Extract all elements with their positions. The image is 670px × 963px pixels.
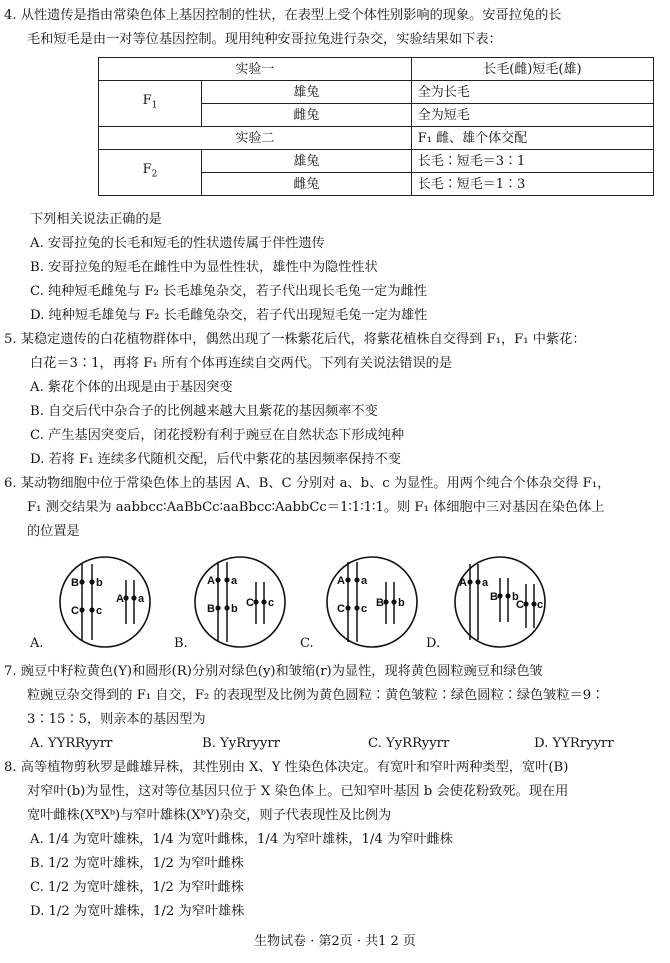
cell-diagram-b bbox=[195, 557, 285, 647]
q6-stem-line2: F₁ 测交结果为 aabbcc∶AaBbCc∶aaBbcc∶AabbCc＝1∶1∶1∶1。则 F₁ 体细胞中三对基因在染色体上 bbox=[27, 500, 605, 515]
q4-stem-line1: 4. 从性遗传是指由常染色体上基因控制的性状，在表型上受个体性别影响的现象。安哥拉兔的长 bbox=[4, 8, 562, 23]
q4-question: 下列相关说法正确的是 bbox=[30, 212, 162, 227]
q4-option-d: D. 纯种短毛雄兔与 F₂ 长毛雌兔杂交，若子代出现短毛兔一定为雄性 bbox=[30, 308, 428, 323]
q8-stem-line3: 宽叶雌株(XᴮXᵇ)与窄叶雄株(XᵇY)杂交，则子代表现性及比例为 bbox=[27, 808, 392, 823]
gene-label: b bbox=[231, 603, 238, 615]
f2-label: F bbox=[142, 162, 152, 178]
gene-label: C bbox=[71, 605, 79, 617]
gene-label: a bbox=[138, 593, 145, 605]
gene-label: c bbox=[361, 603, 368, 615]
gene-label: A bbox=[207, 575, 215, 587]
table-row bbox=[99, 127, 654, 150]
gene-label: a bbox=[482, 577, 489, 589]
table-cell: 实验二 bbox=[99, 127, 412, 150]
table-cell: 全为长毛 bbox=[411, 81, 653, 104]
table-cell: 长毛(雌)短毛(雄) bbox=[411, 58, 653, 81]
option-label-d: D. bbox=[426, 636, 441, 651]
q5-stem-line1: 5. 某稳定遗传的白花植物群体中，偶然出现了一株紫花后代，将紫花植株自交得到 F₁，F₁ 中紫花： bbox=[4, 332, 586, 347]
f1-subscript: 1 bbox=[151, 100, 158, 111]
cell-diagram-d bbox=[455, 557, 545, 647]
q4-option-c: C. 纯种短毛雌兔与 F₂ 长毛雄兔杂交，若子代出现长毛兔一定为雌性 bbox=[30, 284, 427, 299]
option-label-c: C. bbox=[300, 636, 314, 651]
option-label-a: A. bbox=[30, 636, 44, 651]
table-row bbox=[99, 58, 654, 81]
table-row bbox=[99, 81, 654, 104]
gene-label: B bbox=[376, 597, 384, 609]
q4-option-b: B. 安哥拉兔的短毛在雌性中为显性性状，雄性中为隐性性状 bbox=[30, 260, 378, 275]
q7-option-d: D. YYRryyrr bbox=[534, 736, 614, 751]
table-cell-f2 bbox=[99, 150, 202, 196]
cell-diagram-a bbox=[60, 557, 150, 647]
gene-label: B bbox=[71, 577, 79, 589]
gene-label: b bbox=[96, 577, 103, 589]
q7-stem-line1: 7. 豌豆中籽粒黄色(Y)和圆形(R)分别对绿色(y)和皱缩(r)为显性，现将黄色圆粒豌豆和绿色皱 bbox=[4, 664, 543, 679]
page-footer: 生物试卷 · 第2页 · 共1 2 页 bbox=[254, 934, 416, 949]
gene-label: b bbox=[512, 591, 519, 603]
q7-options bbox=[0, 734, 670, 754]
q5-stem-line2: 白花＝3∶1，再将 F₁ 所有个体再连续自交两代。下列有关说法错误的是 bbox=[30, 356, 453, 371]
table-cell: 实验一 bbox=[99, 58, 412, 81]
q8-option-b: B. 1/2 为宽叶雄株，1/2 为窄叶雌株 bbox=[30, 856, 244, 871]
gene-label: B bbox=[207, 603, 215, 615]
gene-label: C bbox=[516, 599, 524, 611]
q8-stem-line2: 对窄叶(b)为显性，这对等位基因只位于 X 染色体上。已知窄叶基因 b 会使花粉致死。现在用 bbox=[27, 784, 569, 799]
q8-option-d: D. 1/2 为宽叶雄株，1/2 为窄叶雄株 bbox=[30, 904, 245, 919]
gene-label: A bbox=[116, 593, 124, 605]
gene-label: b bbox=[398, 597, 405, 609]
gene-label: B bbox=[490, 591, 498, 603]
gene-label: c bbox=[537, 599, 544, 611]
cell-diagram-c bbox=[327, 557, 417, 647]
gene-label: A bbox=[459, 577, 467, 589]
chromosome-diagrams bbox=[30, 552, 550, 652]
gene-label: c bbox=[96, 605, 103, 617]
q7-stem-line3: 3∶15∶5，则亲本的基因型为 bbox=[27, 712, 206, 727]
table-row bbox=[99, 150, 654, 173]
experiment-table bbox=[98, 57, 654, 196]
table-cell: F₁ 雌、雄个体交配 bbox=[411, 127, 653, 150]
q5-option-a: A. 紫花个体的出现是由于基因突变 bbox=[30, 380, 233, 395]
table-cell: 雄兔 bbox=[202, 150, 412, 173]
gene-label: C bbox=[337, 603, 345, 615]
gene-label: a bbox=[361, 575, 368, 587]
table-cell: 雄兔 bbox=[202, 81, 412, 104]
q7-option-b: B. YyRryyrr bbox=[202, 736, 280, 751]
table-cell-f1 bbox=[99, 81, 202, 127]
gene-label: a bbox=[231, 575, 238, 587]
f2-subscript: 2 bbox=[151, 169, 158, 180]
table-cell: 长毛∶短毛＝1∶3 bbox=[411, 173, 653, 196]
gene-label: A bbox=[337, 575, 345, 587]
gene-label: c bbox=[268, 597, 275, 609]
q5-option-b: B. 自交后代中杂合子的比例越来越大且紫花的基因频率不变 bbox=[30, 404, 378, 419]
table-cell: 雌兔 bbox=[202, 104, 412, 127]
q8-option-a: A. 1/4 为宽叶雄株，1/4 为宽叶雌株，1/4 为窄叶雄株，1/4 为窄叶雌株 bbox=[30, 832, 453, 847]
q7-option-a: A. YYRRyyrr bbox=[30, 736, 113, 751]
gene-label: C bbox=[246, 597, 254, 609]
table-cell: 全为短毛 bbox=[411, 104, 653, 127]
q5-option-c: C. 产生基因突变后，闭花授粉有利于豌豆在自然状态下形成纯种 bbox=[30, 428, 405, 443]
q7-option-c: C. YyRRyyrr bbox=[368, 736, 450, 751]
q4-option-a: A. 安哥拉兔的长毛和短毛的性状遗传属于伴性遗传 bbox=[30, 236, 325, 251]
option-label-b: B. bbox=[174, 636, 188, 651]
q8-stem-line1: 8. 高等植物剪秋罗是雌雄异株，其性别由 X、Y 性染色体决定。有宽叶和窄叶两种类型，宽叶(B) bbox=[4, 760, 569, 775]
q6-stem-line1: 6. 某动物细胞中位于常染色体上的基因 A、B、C 分别对 a、b、c 为显性。用两个纯合个体杂交得 F₁， bbox=[4, 476, 611, 491]
q6-stem-line3: 的位置是 bbox=[27, 524, 80, 539]
table-cell: 长毛∶短毛＝3∶1 bbox=[411, 150, 653, 173]
q5-option-d: D. 若将 F₁ 连续多代随机交配，后代中紫花的基因频率保持不变 bbox=[30, 452, 401, 467]
table-cell: 雌兔 bbox=[202, 173, 412, 196]
q8-option-c: C. 1/2 为宽叶雄株，1/2 为窄叶雌株 bbox=[30, 880, 244, 895]
q7-stem-line2: 粒豌豆杂交得到的 F₁ 自交，F₂ 的表现型及比例为黄色圆粒∶黄色皱粒∶绿色圆粒∶绿色皱粒＝9∶ bbox=[27, 688, 605, 703]
q4-stem-line2: 毛和短毛是由一对等位基因控制。现用纯种安哥拉兔进行杂交，实验结果如下表： bbox=[27, 32, 502, 47]
f1-label: F bbox=[142, 93, 152, 109]
